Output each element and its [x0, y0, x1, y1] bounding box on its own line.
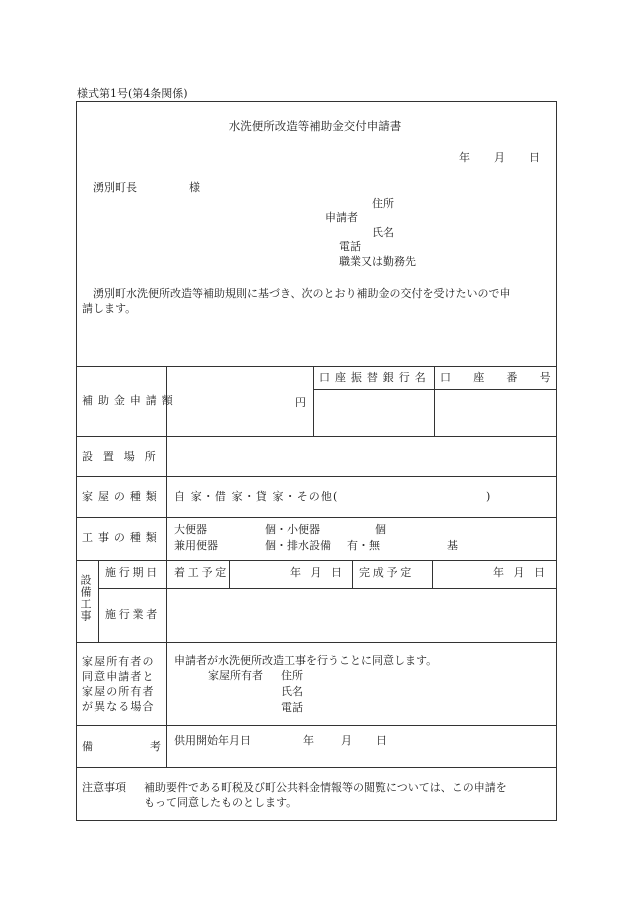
completion-planned-label: 完成予定 — [359, 566, 414, 579]
service-start-day[interactable]: 日 — [376, 734, 387, 747]
service-start-month[interactable]: 月 — [341, 734, 352, 747]
drainage-option[interactable]: 有・無 — [347, 539, 380, 552]
work-type-label: 工事の種類 — [82, 531, 162, 544]
body-text-line1: 湧別町水洗便所改造等補助規則に基づき、次のとおり補助金の交付を受けたいので申 — [93, 287, 511, 300]
applicant-label: 申請者 — [325, 211, 358, 224]
facility-work-label: 設備工事 — [79, 574, 92, 622]
toilet-small-unit: 個 — [375, 523, 386, 536]
body-text-line2: 請します。 — [82, 302, 137, 315]
amount-label: 補助金申請額 — [82, 394, 178, 407]
document-title: 水洗便所改造等補助金交付申請書 — [228, 119, 402, 133]
toilet-small-label: 個・小便器 — [265, 523, 320, 536]
drainage-unit: 基 — [447, 539, 458, 552]
account-number-label: 口 座 番 号 — [440, 371, 560, 384]
date-month: 月 — [494, 151, 505, 164]
applicant-address-label: 住所 — [372, 197, 394, 210]
house-type-label: 家屋の種類 — [82, 490, 162, 503]
start-planned-label: 着工予定 — [174, 566, 229, 579]
owner-label-line2: 同意申請者と — [82, 670, 155, 683]
remarks-label-a: 備 — [82, 740, 93, 753]
notes-label: 注意事項 — [82, 781, 126, 794]
applicant-name-label: 氏名 — [372, 226, 394, 239]
date-year: 年 — [459, 151, 470, 164]
contractor-label: 施行業者 — [105, 608, 160, 621]
service-start-label: 供用開始年月日 — [174, 734, 251, 747]
owner-label-line4: が異なる場合 — [82, 700, 155, 713]
notes-line1: 補助要件である町税及び町公共料金情報等の閲覧については、この申請を — [144, 781, 507, 794]
owner-address-label: 住所 — [281, 669, 303, 682]
remarks-label-b: 考 — [150, 740, 161, 753]
owner-name-label: 氏名 — [281, 685, 303, 698]
applicant-occupation-label: 職業又は勤務先 — [339, 255, 416, 268]
work-period-label: 施行期日 — [105, 566, 160, 579]
amount-input[interactable] — [168, 367, 312, 435]
owner-phone-label: 電話 — [281, 701, 303, 714]
owner-label-line3: 家屋の所有者 — [82, 685, 155, 698]
toilet-combined-label: 兼用便器 — [174, 539, 218, 552]
honorific: 様 — [189, 181, 200, 194]
bank-name-label: 口座振替銀行名 — [319, 371, 431, 384]
applicant-phone-label: 電話 — [339, 240, 361, 253]
owner-role-label: 家屋所有者 — [208, 669, 263, 682]
date-day: 日 — [529, 151, 540, 164]
bank-name-input[interactable] — [315, 390, 433, 435]
account-number-input[interactable] — [436, 390, 555, 435]
location-input[interactable] — [168, 437, 555, 475]
start-date-field[interactable]: 年 月 日 — [290, 566, 342, 579]
completion-date-field[interactable]: 年 月 日 — [493, 566, 545, 579]
house-type-close: ) — [486, 490, 491, 503]
owner-consent-text: 申請者が水洗便所改造工事を行うことに同意します。 — [174, 654, 438, 667]
amount-unit: 円 — [295, 396, 306, 409]
house-type-options[interactable]: 自 家・借 家・貸 家・その他( — [174, 490, 339, 503]
toilet-large-label: 大便器 — [174, 523, 207, 536]
addressee: 湧別町長 — [93, 181, 137, 194]
drainage-label: 個・排水設備 — [265, 539, 331, 552]
form-number-label: 様式第1号(第4条関係) — [77, 87, 188, 100]
notes-line2: もって同意したものとします。 — [144, 796, 298, 809]
service-start-year[interactable]: 年 — [303, 734, 314, 747]
owner-label-line1: 家屋所有者の — [82, 655, 155, 668]
contractor-input[interactable] — [168, 589, 555, 641]
location-label: 設置場所 — [82, 450, 166, 463]
